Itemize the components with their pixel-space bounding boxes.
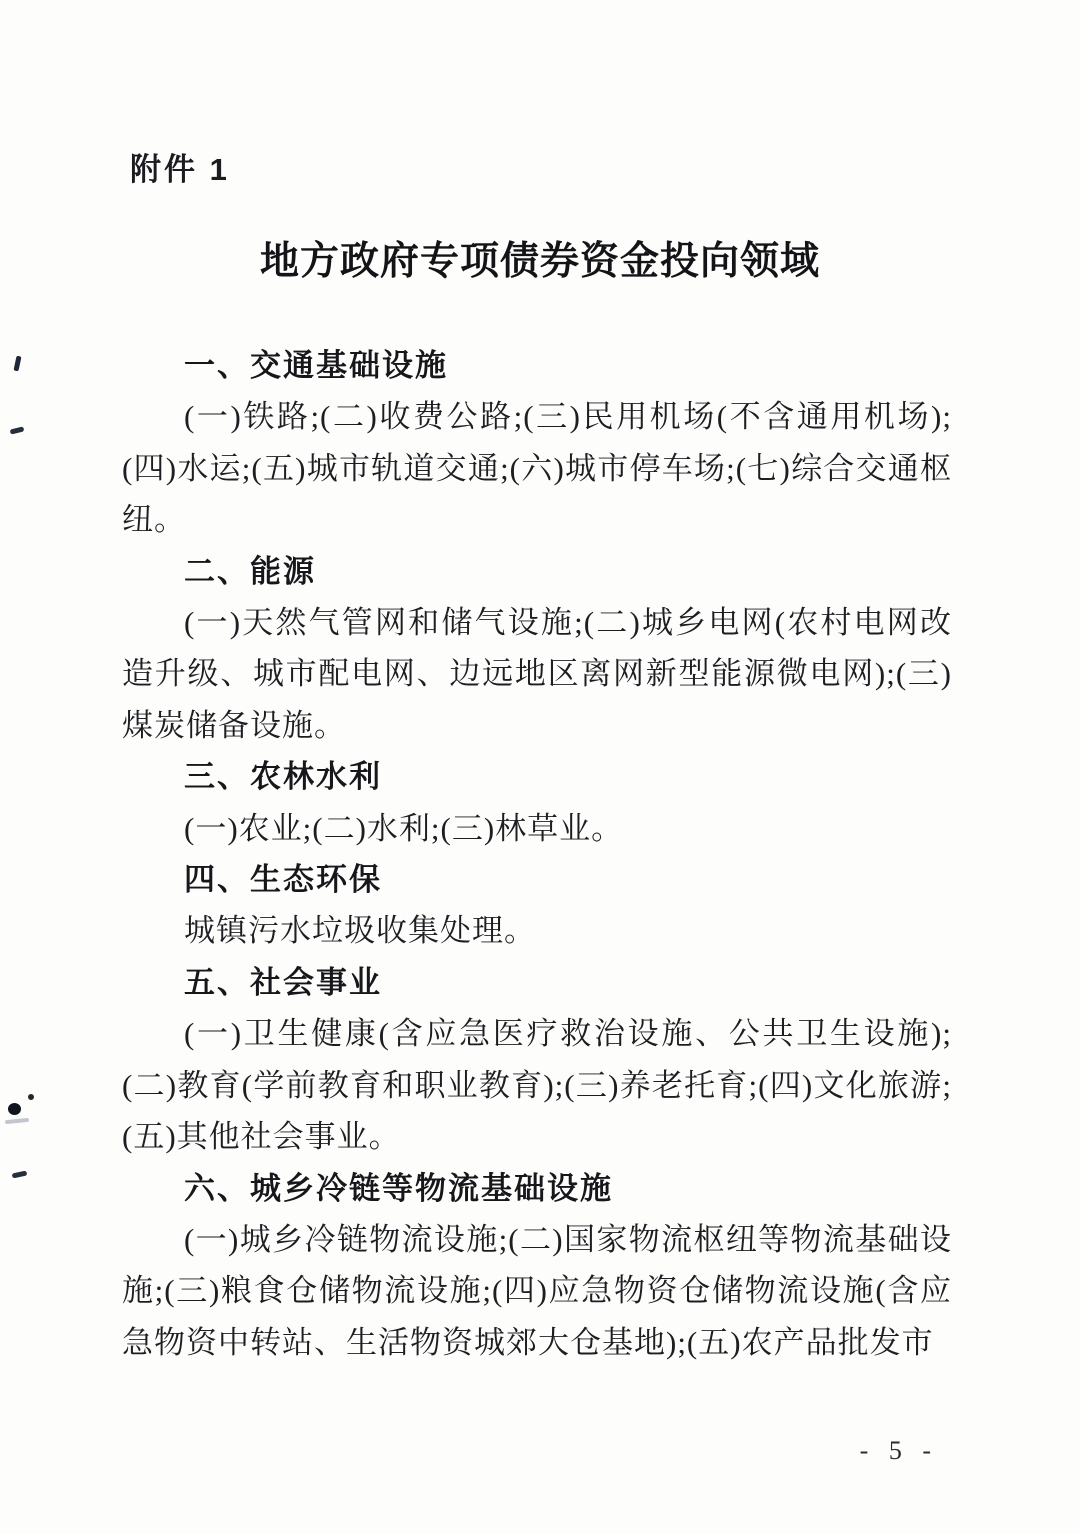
margin-ink-speck	[13, 356, 21, 372]
margin-ink-smudge	[5, 1118, 29, 1124]
section-heading-agriculture-water: 三、农林水利	[184, 759, 382, 795]
section-body-logistics: (一)城乡冷链物流设施;(二)国家物流枢纽等物流基础设施;(三)粮食仓储物流设施;(四)应急物资仓储物流设施(含应急物资中转站、生活物资城郊大仓基地);(五)农产品批发市	[122, 1221, 952, 1360]
margin-ink-speck	[10, 426, 25, 434]
section-heading-energy: 二、能源	[184, 553, 316, 589]
section-heading-ecology: 四、生态环保	[184, 862, 382, 898]
margin-ink-speck	[12, 1170, 28, 1178]
section-heading-logistics: 六、城乡冷链等物流基础设施	[184, 1170, 613, 1206]
margin-ink-speck	[8, 1103, 21, 1115]
section-heading-social: 五、社会事业	[184, 964, 382, 1000]
section-body-ecology: 城镇污水垃圾收集处理。	[184, 913, 536, 949]
document-title: 地方政府专项债券资金投向领域	[259, 240, 820, 283]
section-body-agriculture-water: (一)农业;(二)水利;(三)林草业。	[184, 810, 624, 846]
page-number: - 5 -	[859, 1436, 938, 1465]
attachment-label: 附件 1	[130, 152, 230, 187]
margin-ink-speck	[28, 1094, 34, 1100]
document-body	[122, 340, 952, 1368]
section-heading-transport: 一、交通基础设施	[184, 348, 448, 383]
section-body-social: (一)卫生健康(含应急医疗救治设施、公共卫生设施);(二)教育(学前教育和职业教育);(三)养老托育;(四)文化旅游;(五)其他社会事业。	[122, 1016, 952, 1155]
section-body-transport: (一)铁路;(二)收费公路;(三)民用机场(不含通用机场);(四)水运;(五)城市轨道交通;(六)城市停车场;(七)综合交通枢纽。	[122, 399, 952, 538]
section-body-energy: (一)天然气管网和储气设施;(二)城乡电网(农村电网改造升级、城市配电网、边远地区离网新型能源微电网);(三)煤炭储备设施。	[122, 605, 952, 743]
